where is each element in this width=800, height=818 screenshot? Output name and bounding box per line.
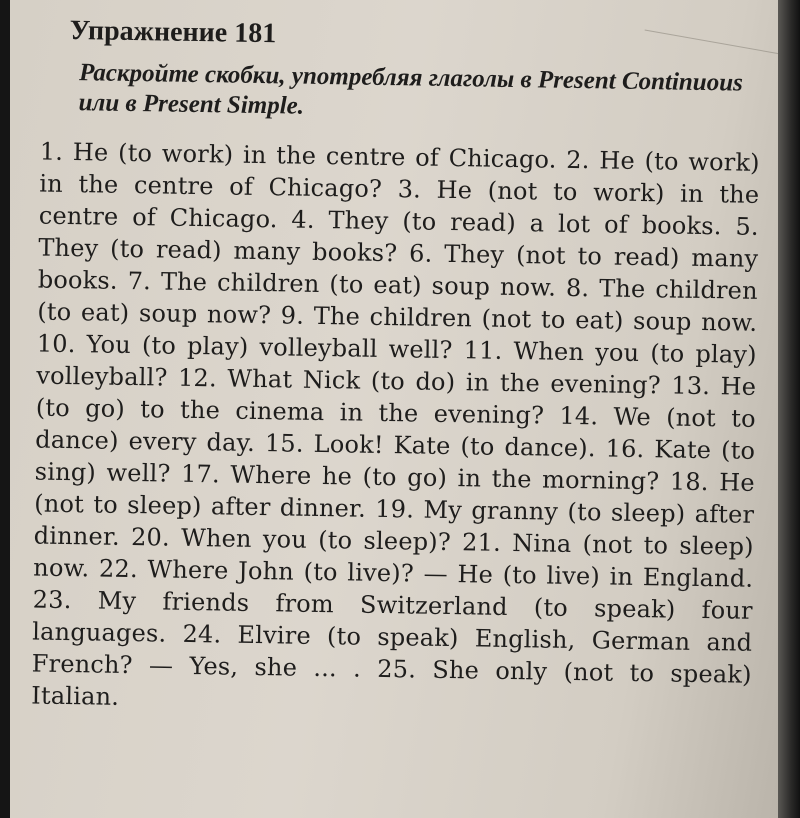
- exercise-text: 1. He (to work) in the centre of Chicago. 2. He (to work) in the centre of Chicago? 3. He (not to work) in the centre of Chicago. 4. They (to read) a lot of books. 5. They (to read) many books? 6. They (not to read) many books. 7. The children (to eat) soup now. 8. The children (to eat) soup now? 9. The children (not to eat) soup now. 10. You (to play) volleyball well? 11. When you (to play) volleyball? 12. What Nick (to do) in the evening? 13. He (to go) to the cinema in the evening? 14. We (not to dance) every day. 15. Look! Kate (to dance). 16. Kate (to sing) well? 17. Where he (to go) in the morning? 18. He (not to sleep) after dinner. 19. My granny (to sleep) after dinner. 20. When you (to sleep)? 21. Nina (not to sleep) now. 22. Where John (to live)? — He (to live) in England. 23. My friends from Switzerland (to speak) four languages. 24. Elvire (to speak) English, German and French? — Yes, she ... . 25. She only (not to speak) Italian.: [31, 137, 760, 711]
- exercise-title: Упражнение 181: [69, 14, 277, 50]
- exercise-instruction: Раскройте скобки, употребляя глаголы в Present Continuous или в Present Simple.: [78, 59, 744, 120]
- book-page: [10, 0, 786, 818]
- exercise-block: [31, 14, 786, 723]
- book-edge-shadow: [778, 0, 800, 818]
